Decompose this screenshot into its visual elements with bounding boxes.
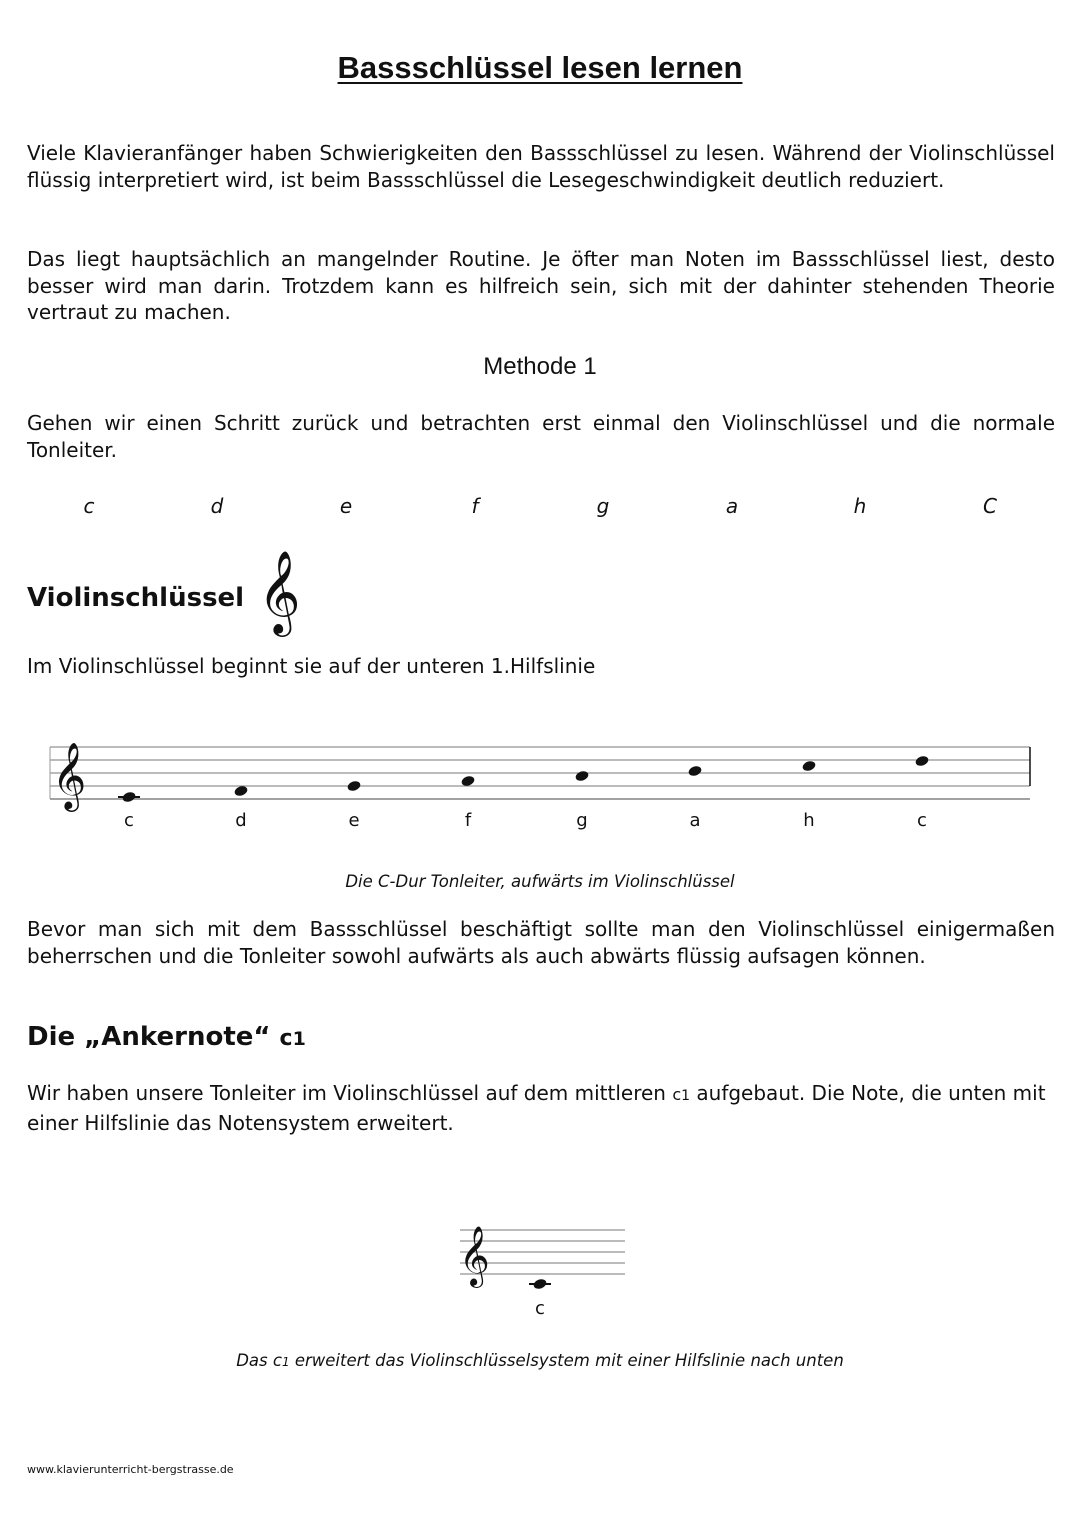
page-title: Bassschlüssel lesen lernen — [337, 50, 743, 85]
svg-text:𝄞: 𝄞 — [258, 549, 301, 633]
anchor-paragraph-note: c — [672, 1085, 682, 1104]
treble-clef-icon: 𝄞 — [459, 1226, 490, 1286]
treble-clef-icon: 𝄞 — [52, 741, 87, 809]
anchor-caption — [0, 1351, 1080, 1370]
method-paragraph: Gehen wir einen Schritt zurück und betrachten erst einmal den Violinschlüssel und die normale Tonleiter. — [27, 411, 1055, 462]
anchor-paragraph-part1: Wir haben unsere Tonleiter im Violinschlüssel auf dem mittleren — [27, 1081, 673, 1105]
staff-note-label: g — [576, 810, 588, 831]
c-major-scale-staff — [40, 730, 1040, 840]
anchor-note-staff — [455, 1210, 630, 1320]
anchor-heading-sub: 1 — [292, 1028, 306, 1050]
anchor-paragraph-part2: aufgebaut. Die Note, die unten mit einer Hilfslinie das Notensystem erweitert. — [27, 1081, 1046, 1135]
note-name: h — [853, 494, 867, 518]
intro-paragraph-1: Viele Klavieranfänger haben Schwierigkeiten den Bassschlüssel zu lesen. Während der Violinschlüssel flüssig interpretiert wird, ist beim Bassschlüssel die Lesegeschwindigkeit deutlich reduziert. — [27, 141, 1055, 192]
anchor-caption-part2: erweitert das Violinschlüsselsystem mit einer Hilfslinie nach unten — [289, 1351, 844, 1370]
note-h — [801, 760, 816, 773]
staff-note-label: h — [803, 810, 815, 831]
method-heading: Methode 1 — [483, 353, 597, 380]
note-name: a — [725, 494, 739, 518]
note-name: d — [210, 494, 224, 518]
staff-note-label: c — [124, 810, 134, 831]
note-c — [121, 791, 136, 804]
staff-note-label: a — [689, 810, 701, 831]
note-name: g — [596, 494, 610, 518]
note-a — [687, 765, 702, 778]
anchor-note-heading — [27, 1022, 306, 1052]
anchor-note-label: c — [535, 1298, 545, 1319]
note-name: e — [339, 494, 353, 518]
bevor-paragraph: Bevor man sich mit dem Bassschlüssel beschäftigt sollte man den Violinschlüssel einigermaßen beherrschen und die Tonleiter sowohl aufwärts als auch abwärts flüssig aufsagen können. — [27, 917, 1055, 968]
anchor-heading-note: c — [279, 1026, 293, 1051]
staff-note-label: f — [464, 810, 472, 831]
scale-note-names — [0, 494, 1080, 524]
anchor-paragraph-sub: 1 — [681, 1088, 691, 1104]
anchor-heading-text: Die „Ankernote“ — [27, 1022, 280, 1052]
anchor-paragraph — [27, 1080, 1055, 1136]
note-name: C — [983, 494, 997, 518]
note-c-high — [914, 755, 929, 768]
staff-note-label: c — [917, 810, 927, 831]
violin-clef-heading: Violinschlüssel — [27, 583, 245, 613]
note-name: f — [471, 494, 479, 518]
staff-note-label: d — [235, 810, 247, 831]
anchor-caption-sub: 1 — [281, 1355, 290, 1369]
note-name: c — [83, 494, 95, 518]
note-e — [346, 780, 361, 793]
anchor-caption-part1: Das c — [236, 1351, 282, 1370]
note-c1 — [532, 1278, 547, 1291]
scale-caption: Die C-Dur Tonleiter, aufwärts im Violinschlüssel — [345, 872, 735, 891]
footer-url[interactable]: www.klavierunterricht-bergstrasse.de — [27, 1463, 234, 1476]
note-g — [574, 770, 589, 783]
staff-note-label: e — [348, 810, 360, 831]
intro-paragraph-2: Das liegt hauptsächlich an mangelnder Routine. Je öfter man Noten im Bassschlüssel liest, desto besser wird man darin. Trotzdem kann es hilfreich sein, sich mit der dahinter stehenden Theorie vertraut zu machen. — [27, 247, 1055, 324]
violin-paragraph: Im Violinschlüssel beginnt sie auf der unteren 1.Hilfslinie — [27, 654, 596, 678]
treble-clef-icon — [256, 548, 301, 633]
